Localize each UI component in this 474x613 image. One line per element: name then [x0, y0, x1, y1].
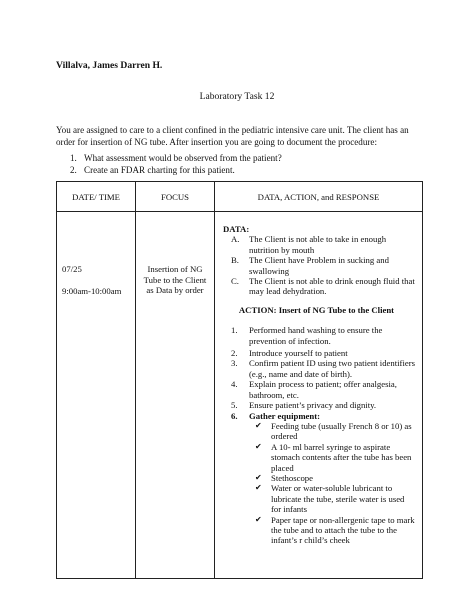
- focus-cell: [136, 212, 215, 579]
- list-item: [231, 379, 416, 400]
- list-item: [253, 473, 416, 483]
- list-item: [231, 234, 416, 255]
- list-item: [231, 325, 416, 346]
- action-item-text: Confirm patient ID using two patient identifiers (e.g., name and date of birth).: [249, 358, 415, 379]
- list-item: [231, 400, 416, 410]
- equipment-item-text: Water or water-soluble lubricant to lubricate the tube, sterile water is used for infants: [271, 483, 405, 515]
- equipment-item-text: Stethoscope: [271, 472, 313, 483]
- equipment-item-text: Paper tape or non-allergenic tape to mark the tube and to attach the tube to the infant’s r child’s cheek: [271, 514, 415, 546]
- column-header-dar: DATA, ACTION, and RESPONSE: [215, 182, 423, 212]
- checkmark-icon: ✔: [255, 514, 262, 524]
- list-number: 1.: [70, 153, 77, 163]
- list-item: [231, 411, 416, 421]
- entry-time: 9:00am-10:00am: [62, 286, 122, 296]
- data-list: [223, 234, 416, 296]
- data-item-text: The Client have Problem in sucking and swallowing: [249, 255, 389, 276]
- date-time-cell: [57, 212, 136, 579]
- list-item: [253, 442, 416, 473]
- checkmark-icon: ✔: [255, 472, 262, 482]
- list-number: 1.: [231, 325, 238, 336]
- list-letter: A.: [231, 234, 240, 245]
- equipment-heading: Gather equipment:: [249, 410, 321, 421]
- checkmark-icon: ✔: [255, 441, 262, 451]
- data-item-text: The Client is not able to drink enough fluid that may lead dehydration.: [249, 276, 415, 297]
- column-header-focus: FOCUS: [136, 182, 215, 212]
- data-item-text: The Client is not able to take in enough nutrition by mouth: [249, 234, 387, 255]
- list-number: 3.: [231, 358, 238, 369]
- list-item: [70, 164, 282, 176]
- action-item-text: Explain process to patient; offer analgesia, bathroom, etc.: [249, 379, 397, 400]
- action-list: [223, 325, 416, 421]
- list-item: [231, 276, 416, 297]
- entry-date: 07/25: [62, 264, 82, 274]
- list-number: 4.: [231, 379, 238, 390]
- question-text: What assessment would be observed from the patient?: [84, 153, 282, 163]
- list-number: 6.: [231, 410, 238, 421]
- equipment-list: [223, 421, 416, 546]
- action-heading: ACTION: Insert of NG Tube to the Client: [238, 304, 395, 315]
- list-number: 2.: [231, 348, 238, 359]
- list-number: 2.: [70, 165, 77, 175]
- list-item: [70, 152, 282, 164]
- dar-cell: [215, 212, 423, 579]
- list-item: [231, 255, 416, 276]
- list-item: [231, 358, 416, 379]
- table-header-row: [57, 182, 423, 212]
- equipment-item-text: Feeding tube (usually French 8 or 10) as ordered: [271, 420, 412, 442]
- action-item-text: Performed hand washing to ensure the prevention of infection.: [249, 325, 383, 346]
- page-title: Laboratory Task 12: [199, 91, 275, 102]
- fdar-table: [56, 181, 423, 579]
- list-item: [253, 421, 416, 442]
- list-letter: B.: [231, 255, 239, 266]
- equipment-item-text: A 10- ml barrel syringe to aspirate stomach contents after the tube has been placed: [271, 441, 412, 473]
- list-letter: C.: [231, 276, 239, 287]
- table-row: [57, 212, 423, 579]
- list-item: [253, 515, 416, 546]
- focus-text: Insertion of NG Tube to the Client as Data by order: [143, 264, 207, 296]
- checkmark-icon: ✔: [255, 420, 262, 430]
- action-item-text: Ensure patient’s privacy and dignity.: [249, 400, 377, 411]
- question-text: Create an FDAR charting for this patient.: [84, 165, 235, 175]
- list-item: [253, 483, 416, 514]
- question-list: [70, 152, 282, 176]
- column-header-date-time: DATE/ TIME: [57, 182, 136, 212]
- list-number: 5.: [231, 400, 238, 411]
- checkmark-icon: ✔: [255, 483, 262, 493]
- list-item: [231, 348, 416, 358]
- intro-paragraph: You are assigned to care to a client confined in the pediatric intensive care unit. The client has an order for insertion of NG tube. After insertion you are going to document the procedure:: [56, 125, 409, 147]
- data-heading: DATA:: [223, 224, 250, 234]
- action-item-text: Introduce yourself to patient: [249, 348, 348, 359]
- author-name: Villalva, James Darren H.: [56, 60, 163, 71]
